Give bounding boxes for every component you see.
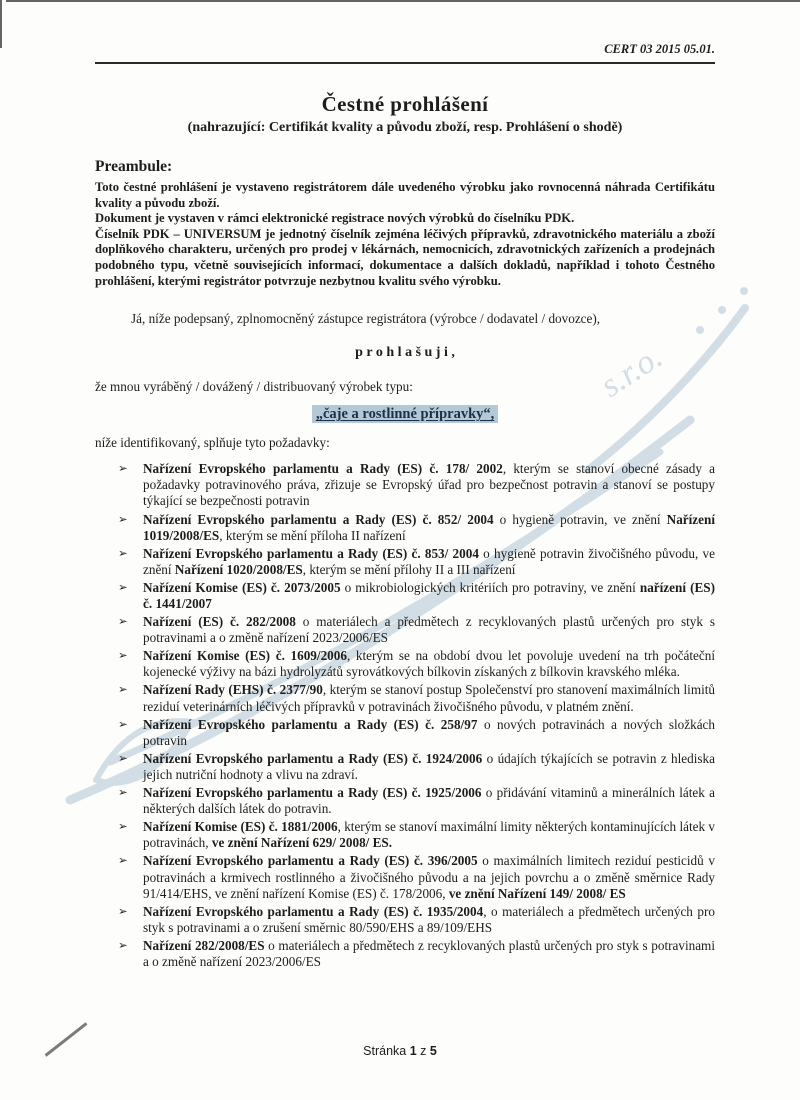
bullet-arrow-icon: ➢ [118,787,128,800]
footer-page-number: 1 [409,1044,417,1058]
product-type-intro: že mnou vyráběný / dovážený / distribuovaný výrobek typu: [95,379,413,395]
bullet-arrow-icon: ➢ [118,905,128,918]
bullet-arrow-icon: ➢ [118,463,128,476]
declarant-line: Já, níže podepsaný, zplnomocněný zástupce registrátora (výrobce / dodavatel / dovozce), [131,311,601,327]
bullet-arrow-icon: ➢ [118,855,128,868]
product-type-line [95,405,715,423]
bullet-arrow-icon: ➢ [118,684,128,697]
bullet-arrow-icon: ➢ [118,547,128,560]
bullet-arrow-icon: ➢ [118,752,128,765]
footer-total-pages: 5 [429,1044,437,1058]
requirement-item: ➢ Nařízení Komise (ES) č. 2073/2005 o mikrobiologických kritériích pro potraviny, ve znění nařízení (ES) č. 1441/2007 [118,579,715,612]
declaration-verb: p r o h l a š u j i , [355,345,455,361]
preamble-paragraph: Dokument je vystaven v rámci elektronické registrace nových výrobků do číselníku PDK. [95,211,575,226]
bullet-arrow-icon: ➢ [118,821,128,834]
bullet-arrow-icon: ➢ [118,581,128,594]
preamble-paragraph: Číselník PDK – UNIVERSUM je jednotný číselník zejména léčivých přípravků, zdravotnického materiálu a zboží doplňkového charakteru, určených pro prodej v lékárnách, nemocnicích, zdravotnických zařízeních a prodejnách podobného typu, včetně souvisejících informací, dokumentace a dalších dokladů, například i tohoto Čestného prohlášení, kterými registrátor potvrzuje nezbytnou kvalitu svého výrobku. [95,226,715,288]
requirement-item: ➢ Nařízení (ES) č. 282/2008 o materiálech a předmětech z recyklovaných plastů určených pro styk s potravinami a o změně nařízení 2023/2006/ES [118,614,715,646]
bullet-arrow-icon: ➢ [118,939,128,952]
footer-separator: z [416,1044,430,1058]
requirement-item: ➢ Nařízení Evropského parlamentu a Rady (ES) č. 258/97 o nových potravinách a nových složkách potravin [118,716,715,748]
preamble-heading: Preambule: [95,158,173,175]
requirement-item: ➢ Nařízení Evropského parlamentu a Rady (ES) č. 852/ 2004 o hygieně potravin, ve znění Nařízení 1019/2008/ES, kterým se mění příloha II nařízení [118,511,716,543]
requirement-item: ➢ Nařízení Komise (ES) č. 1609/2006, kterým se na období dvou let povoluje uvedení na trh počáteční kojenecké výživy na bázi hydrolyzátů syrovátkových bílkovin získaných z bílkovin kravského mléka. [118,648,715,680]
requirement-item: ➢ Nařízení Evropského parlamentu a Rady (ES) č. 178/ 2002, kterým se stanoví obecné zásady a požadavky potravinového práva, zřizuje se Evropský úřad pro bezpečnost potravin a stanoví se postupy týkající se bezpečnosti potravin [118,461,715,509]
document-title: Čestné prohlášení [321,92,489,116]
bullet-arrow-icon: ➢ [118,616,128,629]
requirement-item: ➢ Nařízení Evropského parlamentu a Rady (ES) č. 396/2005 o maximálních limitech reziduí pesticidů v potravinách a krmivech rostlinného a živočišného původu a na jejich povrchu a o změně směrnice Rady 91/414/EHS, ve znění nařízení Komise (ES) č. 178/2006, ve znění Nařízení 149/ 2008/ ES [118,853,715,901]
requirement-item: ➢ Nařízení Evropského parlamentu a Rady (ES) č. 1925/2006 o přidávání vitaminů a minerálních látek a některých dalších látek do potravin. [118,785,715,817]
page-footer [0,1044,800,1058]
requirement-item: ➢ Nařízení Rady (EHS) č. 2377/90, kterým se stanoví postup Společenství pro stanovení maximálních limitů reziduí veterinárních léčivých přípravků v potravinách živočišného původu, v platném znění. [118,682,715,714]
doc-reference: CERT 03 2015 05.01. [95,42,715,64]
watermark-text: s.r.o. [594,338,670,405]
bullet-arrow-icon: ➢ [118,718,128,731]
document-subtitle: (nahrazující: Certifikát kvality a původu zboží, resp. Prohlášení o shodě) [187,120,623,135]
requirement-item: ➢ Nařízení 282/2008/ES o materiálech a předmětech z recyklovaných plastů určených pro styk s potravinami a o změně nařízení 2023/2006/ES [118,937,715,969]
requirement-item: ➢ Nařízení Evropského parlamentu a Rady (ES) č. 1935/2004, o materiálech a předmětech určených pro styk s potravinami a o zrušení směrnic 80/590/EHS a 89/109/EHS [118,903,715,935]
requirements-list [95,461,715,970]
requirement-item: ➢ Nařízení Komise (ES) č. 1881/2006, kterým se stanoví maximální limity některých kontaminujících látek v potravinách, ve znění Nařízení 629/ 2008/ ES. [118,819,715,851]
product-type: „čaje a rostlinné přípravky“, [312,405,499,423]
scan-artifact-top-edge [6,0,800,2]
preamble-paragraph: Toto čestné prohlášení je vystaveno registrátorem dále uvedeného výrobku jako rovnocenná náhrada Certifikátu kvality a původu zboží. [95,180,715,210]
requirements-intro: níže identifikovaný, splňuje tyto požadavky: [95,435,330,451]
requirement-item: ➢ Nařízení Evropského parlamentu a Rady (ES) č. 1924/2006 o údajích týkajících se potravin z hlediska jejich nutriční hodnoty a vlivu na zdraví. [118,750,715,782]
requirement-item: ➢ Nařízení Evropského parlamentu a Rady (ES) č. 853/ 2004 o hygieně potravin živočišného původu, ve znění Nařízení 1020/2008/ES, kterým se mění přílohy II a III nařízení [118,545,715,577]
footer-label: Stránka [363,1044,410,1058]
bullet-arrow-icon: ➢ [118,650,128,663]
bullet-arrow-icon: ➢ [118,513,128,526]
scan-artifact-left-edge [0,0,2,48]
preamble-paragraphs [95,180,715,289]
